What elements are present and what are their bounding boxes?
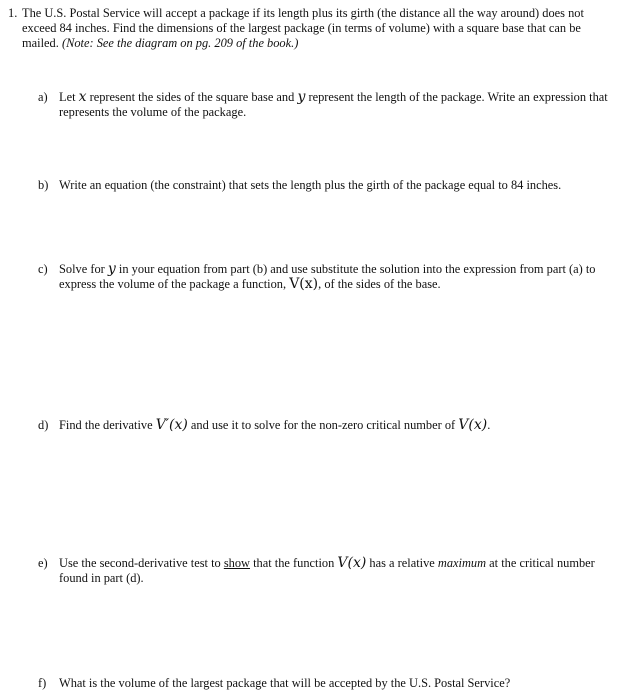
part-d-label: d) [38, 418, 49, 432]
part-c-label: c) [38, 262, 48, 276]
part-e-label: e) [38, 556, 48, 570]
part-c-text [59, 262, 613, 292]
part-c-text-2: in your equation from part (b) and use substitute the solution into the expression from part (a) to express the volume of the package a function, [59, 262, 596, 291]
part-b [38, 178, 613, 193]
variable-x: x [78, 89, 87, 105]
part-d-text [59, 418, 613, 433]
part-a-text [59, 90, 613, 120]
variable-y: y [107, 261, 116, 277]
part-e-text-1: Use the second-derivative test to [59, 556, 224, 570]
part-d-text-1: Find the derivative [59, 418, 156, 432]
derivative-v-prime: V′(x) [155, 417, 188, 433]
function-v-of-x: V(x) [458, 417, 488, 433]
function-v-of-x: V(x) [337, 555, 367, 571]
show-underlined: show [223, 556, 250, 570]
part-c-text-1: Solve for [59, 262, 108, 276]
variable-y: y [297, 89, 306, 105]
part-a-text-1: Let [59, 90, 79, 104]
part-a-label: a) [38, 90, 48, 104]
part-a-text-2: represent the sides of the square base and [86, 90, 298, 104]
maximum-italic: maximum [437, 556, 487, 570]
problem-statement [22, 6, 620, 51]
part-e [38, 556, 613, 586]
part-e-text-2: that the function [249, 556, 338, 570]
part-a [38, 90, 613, 120]
part-e-text-4: at the critical number found in part (d). [59, 556, 595, 585]
part-b-label: b) [38, 178, 49, 192]
part-a-text-3: represent the length of the package. Write an expression that represents the volume of the package. [59, 90, 608, 119]
part-d-text-2: and use it to solve for the non-zero critical number of [187, 418, 459, 432]
part-c [38, 262, 613, 292]
problem-1 [8, 6, 620, 51]
part-d-text-3: . [487, 418, 491, 432]
part-f-label: f) [38, 676, 47, 690]
function-v-of-x: V(x) [289, 276, 319, 292]
part-d [38, 418, 613, 433]
problem-statement-text: The U.S. Postal Service will accept a package if its length plus its girth (the distance all the way around) does not exceed 84 inches. Find the dimensions of the largest package (in terms of volume) with a square base that can be mailed. [22, 6, 584, 50]
part-c-text-3: , of the sides of the base. [318, 277, 441, 291]
problem-number: 1. [8, 6, 18, 20]
part-f-text: What is the volume of the largest package that will be accepted by the U.S. Postal Service? [59, 676, 511, 690]
part-f [38, 676, 613, 691]
part-e-text [59, 556, 613, 586]
problem-note: (Note: See the diagram on pg. 209 of the book.) [61, 36, 299, 50]
part-e-text-3: has a relative [366, 556, 438, 570]
part-b-text: Write an equation (the constraint) that sets the length plus the girth of the package equal to 84 inches. [59, 178, 562, 192]
